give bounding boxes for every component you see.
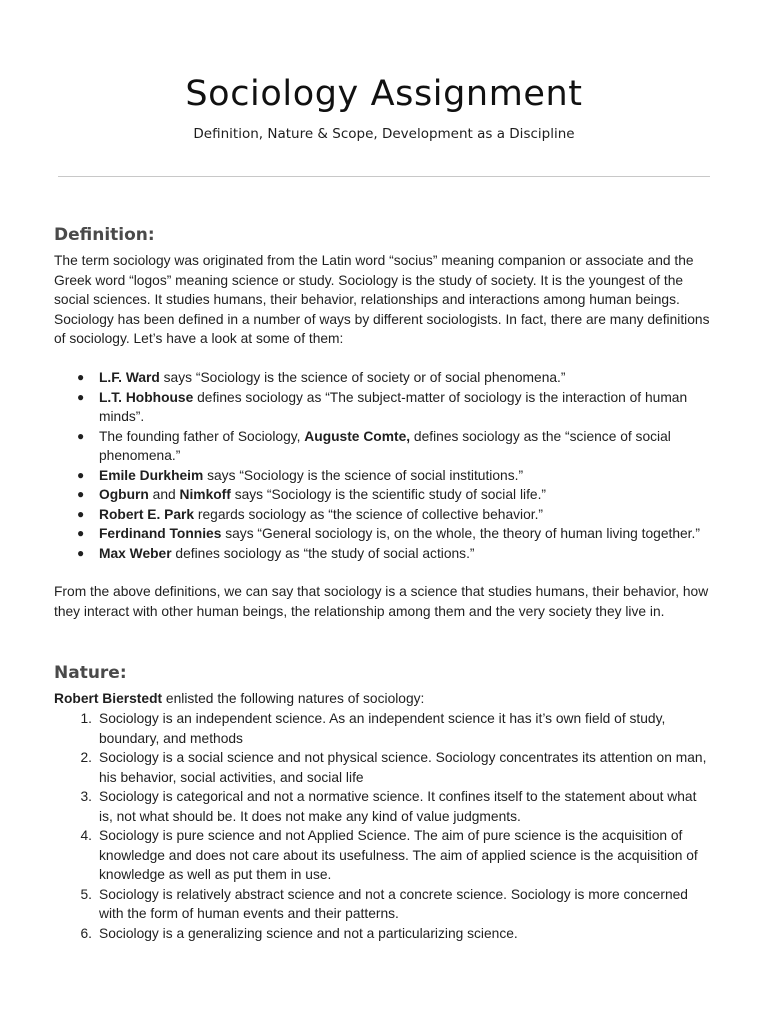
definition-text: defines sociology as the “science of social — [410, 428, 671, 444]
definition-text: says “Sociology is the scientific study of social life.” — [230, 487, 547, 502]
list-item — [54, 388, 716, 427]
item-text: boundary, and methods — [99, 730, 243, 746]
definition-text: and — [148, 487, 180, 502]
page-title: Sociology Assignment — [185, 74, 583, 114]
nature-heading: Nature: — [54, 663, 127, 683]
item-text: Sociology is a generalizing science and not a particularizing science. — [99, 925, 518, 941]
bullet-icon: ● — [77, 487, 85, 501]
sociologist-name: L.F. Ward — [99, 370, 160, 385]
conclusion-line: they interact with other human beings, the relationship among them and the very society they live in. — [54, 603, 665, 619]
definition-intro-line: Sociology has been defined in a number of ways by different sociologists. In fact, there are many definitions — [54, 311, 710, 327]
item-number: 6. — [80, 925, 92, 941]
definition-intro-line: The term sociology was originated from the Latin word “socius” meaning companion or associate and the — [54, 253, 694, 268]
sociologist-name: Ferdinand Tonnies — [99, 526, 222, 541]
item-text: Sociology is categorical and not a normative science. It confines itself to the statement about what — [99, 789, 697, 804]
list-item — [54, 924, 716, 944]
definition-text: The founding father of Sociology, — [99, 428, 305, 444]
natures-list — [54, 709, 716, 943]
bullet-icon: ● — [77, 526, 85, 540]
sociologist-name: L.T. Hobhouse — [99, 389, 194, 405]
title-divider — [58, 176, 710, 177]
list-item — [54, 885, 716, 924]
item-text: Sociology is an independent science. As an independent science it has it’s own field of study, — [99, 711, 666, 726]
definitions-list — [54, 368, 716, 563]
item-number: 5. — [80, 886, 92, 902]
definition-text-continued: minds”. — [99, 409, 145, 424]
bullet-icon: ● — [77, 545, 85, 560]
definition-conclusion — [54, 582, 716, 621]
sociologist-name: Emile Durkheim — [99, 467, 204, 483]
nature-intro-text: enlisted the following natures of sociology: — [162, 691, 425, 706]
sociologist-name: Robert Bierstedt — [54, 691, 163, 706]
definition-heading: Definition: — [54, 225, 155, 245]
definition-intro-line: of sociology. Let’s have a look at some of them: — [54, 331, 344, 346]
bullet-icon: ● — [77, 506, 85, 521]
definition-intro-line: Greek word “logos” meaning science or study. Sociology is the study of society. It is the youngest of the — [54, 272, 684, 288]
item-text: his behavior, social activities, and social life — [99, 769, 364, 785]
page-subtitle: Definition, Nature & Scope, Development as a Discipline — [193, 126, 575, 142]
item-text: is, not what should be. It does not make any kind of value judgments. — [99, 808, 521, 824]
list-item — [54, 826, 716, 885]
list-item — [54, 427, 716, 466]
sociologist-name: Max Weber — [99, 545, 172, 561]
conclusion-line: From the above definitions, we can say that sociology is a science that studies humans, their behavior, how — [54, 584, 709, 599]
item-number: 4. — [80, 828, 92, 843]
item-text: knowledge and does not care about its usefulness. The aim of applied science is the acquisition of — [99, 847, 698, 863]
item-text: Sociology is pure science and not Applied Science. The aim of pure science is the acquisition of — [99, 828, 683, 843]
definition-text: defines sociology as “The subject-matter of sociology is the interaction of human — [193, 389, 688, 405]
definition-text: regards sociology as “the science of collective behavior.” — [194, 506, 544, 522]
item-text: with the form of human events and their patterns. — [99, 906, 399, 921]
bullet-icon: ● — [77, 389, 85, 404]
item-number: 2. — [80, 750, 92, 765]
definition-intro — [54, 251, 716, 349]
item-number: 1. — [80, 711, 92, 726]
bullet-icon: ● — [77, 428, 85, 443]
definition-text: says “Sociology is the science of society or of social phenomena.” — [159, 370, 566, 385]
item-text: Sociology is a social science and not physical science. Sociology concentrates its attention on man, — [99, 750, 707, 765]
definition-text-continued: phenomena.” — [99, 448, 181, 463]
list-item — [54, 709, 716, 748]
item-text: knowledge as well as put them in use. — [99, 867, 332, 882]
sociologist-name: Ogburn — [99, 487, 149, 502]
sociologist-name: Robert E. Park — [99, 506, 195, 522]
list-item — [54, 748, 716, 787]
list-item — [54, 787, 716, 826]
bullet-icon: ● — [77, 467, 85, 482]
list-item — [54, 466, 716, 486]
definition-intro-line: social sciences. It studies humans, their behavior, relationships and interactions among human beings. — [54, 292, 680, 307]
sociologist-name: Auguste Comte, — [304, 428, 411, 444]
list-item — [54, 368, 716, 388]
nature-intro — [54, 689, 716, 709]
list-item — [54, 524, 716, 544]
list-item — [54, 544, 716, 564]
definition-text: defines sociology as “the study of social actions.” — [171, 545, 475, 561]
list-item — [54, 505, 716, 525]
bullet-icon: ● — [77, 370, 85, 384]
definition-text: says “Sociology is the science of social institutions.” — [203, 467, 524, 483]
item-text: Sociology is relatively abstract science and not a concrete science. Sociology is more concerned — [99, 886, 688, 902]
definition-text: says “General sociology is, on the whole, the theory of human living together.” — [221, 526, 700, 541]
item-number: 3. — [80, 789, 92, 804]
sociologist-name: Nimkoff — [179, 487, 231, 502]
list-item — [54, 485, 716, 505]
